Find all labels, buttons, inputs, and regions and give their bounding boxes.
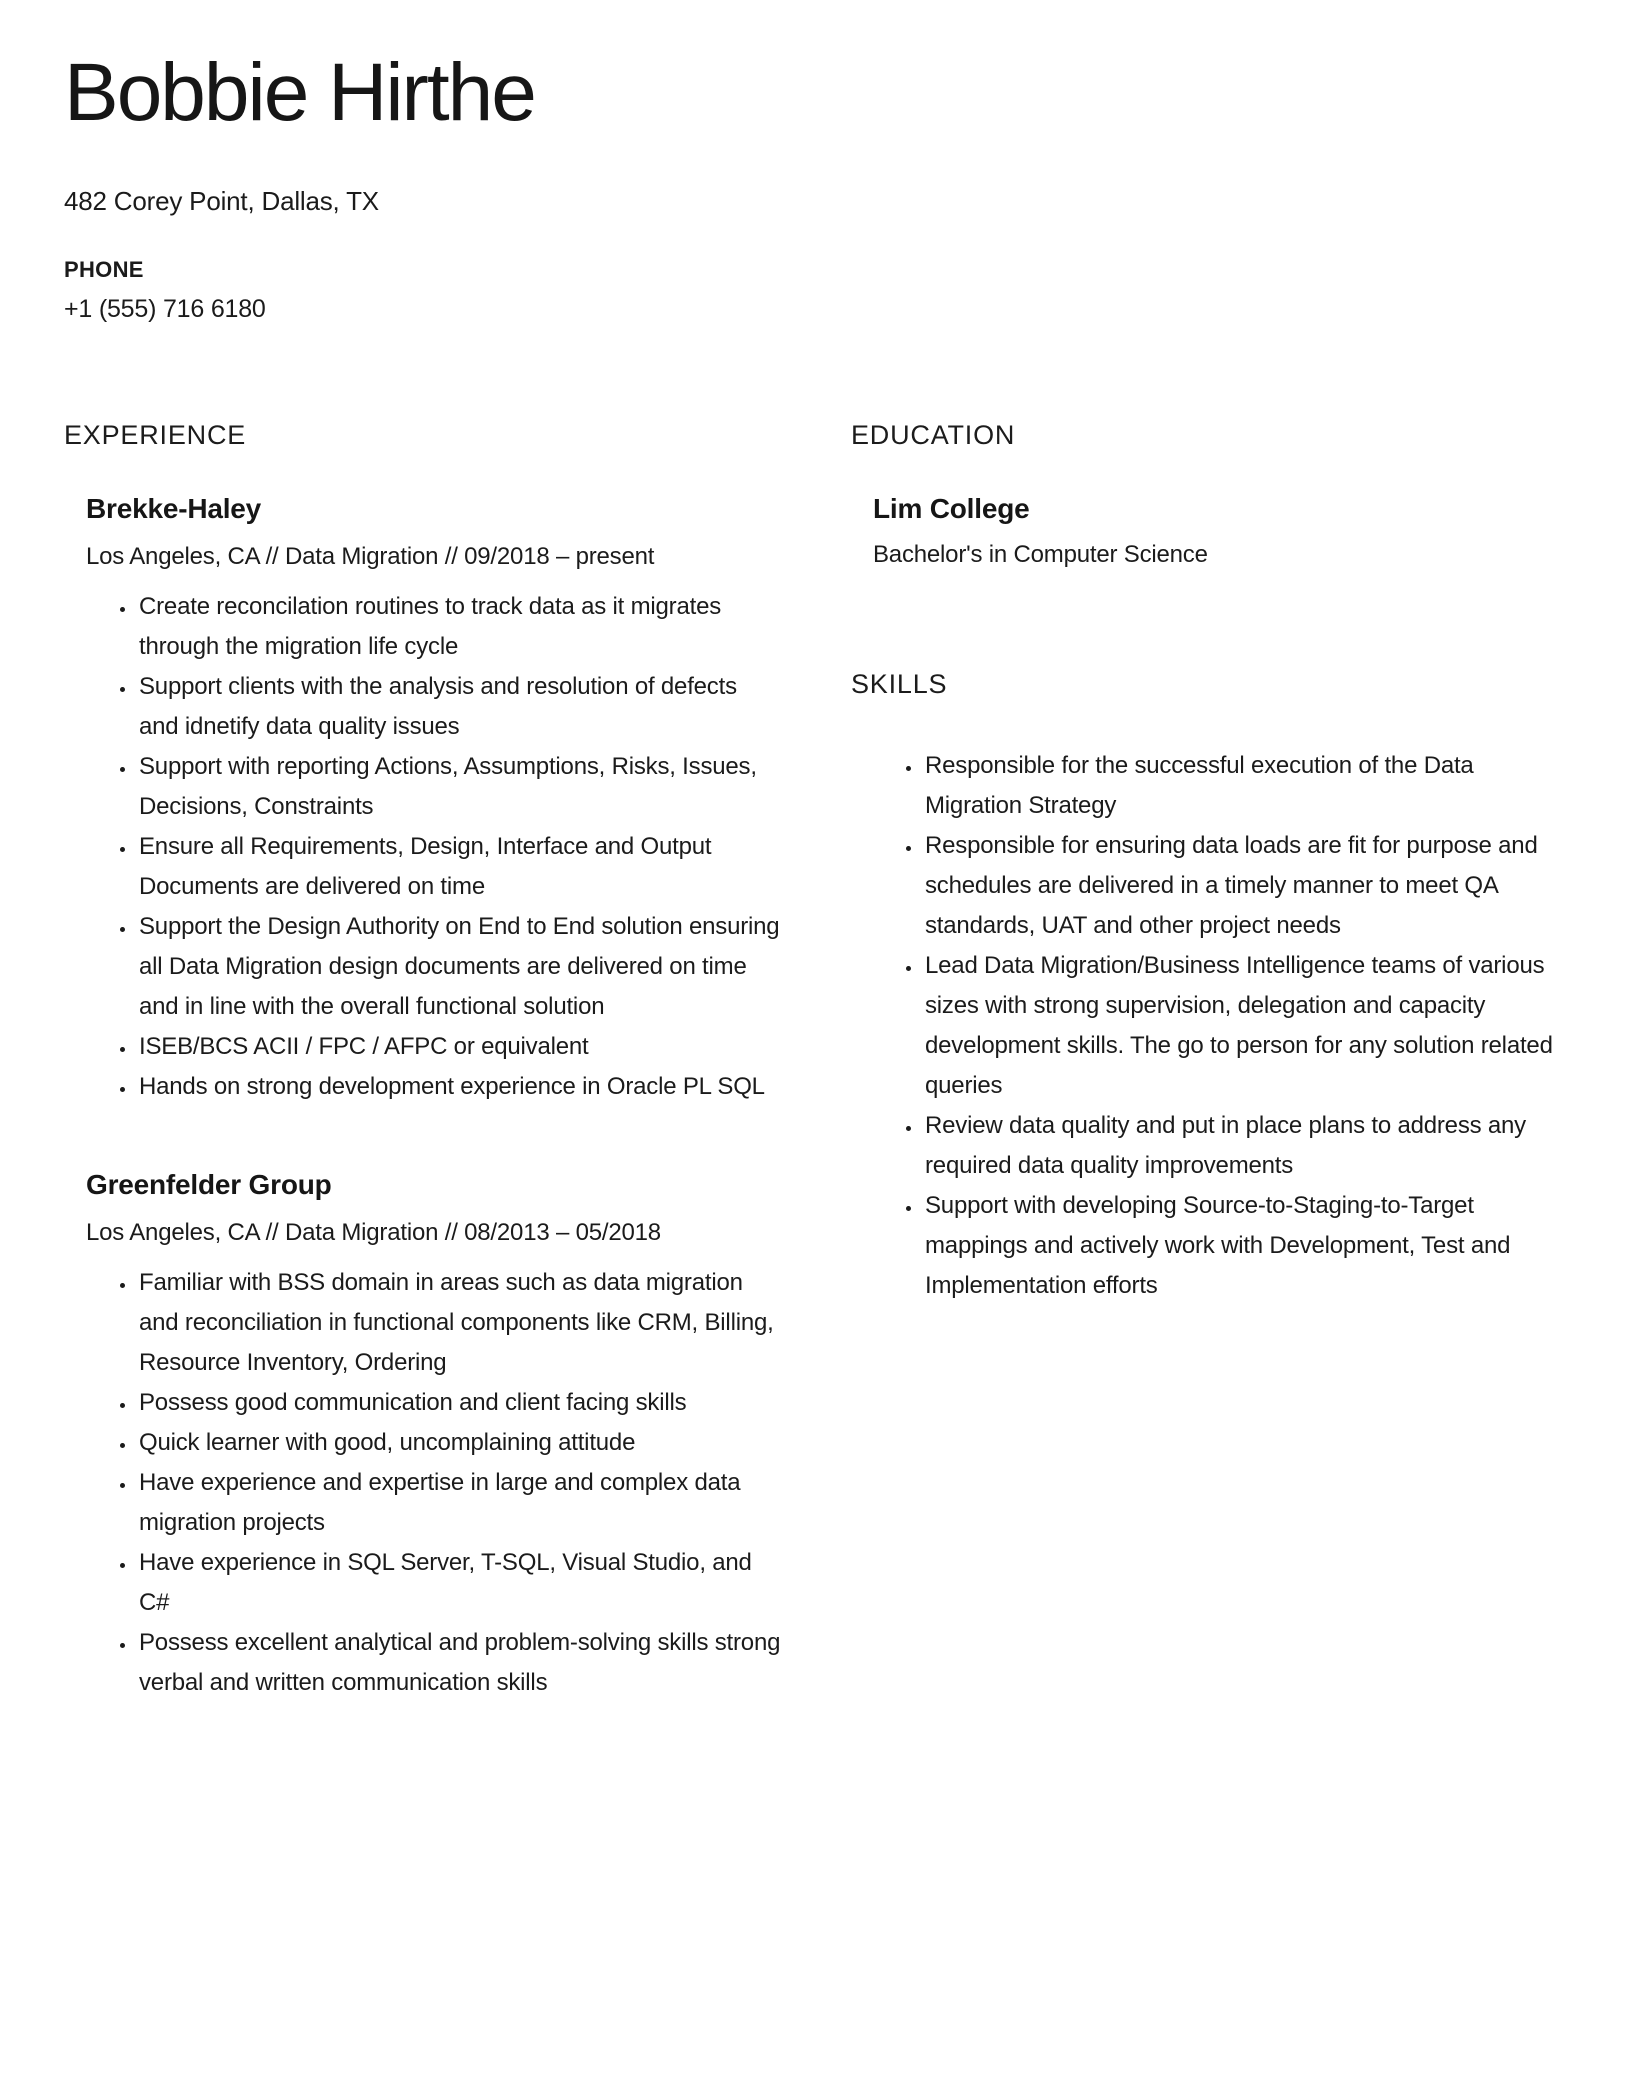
phone-value: +1 (555) 716 6180 [64, 295, 266, 324]
job-bullet: • Possess excellent analytical and problem-solving skills strong verbal and written communication skills [137, 1623, 781, 1703]
job-bullet: • Support the Design Authority on End to End solution ensuring all Data Migration design documents are delivered on time and in line with the overall functional solution [137, 907, 781, 1027]
skill-bullet: • Review data quality and put in place plans to address any required data quality improvements [923, 1106, 1568, 1186]
job-bullet: • Have experience in SQL Server, T-SQL, Visual Studio, and C# [137, 1543, 781, 1623]
experience-section [64, 420, 781, 1703]
job-bullet: • Quick learner with good, uncomplaining attitude [137, 1423, 781, 1463]
resume-columns [64, 420, 1568, 1703]
job-bullet: • ISEB/BCS ACII / FPC / AFPC or equivalent [137, 1027, 781, 1067]
right-column [851, 420, 1568, 1703]
degree: Bachelor's in Computer Science [873, 541, 1208, 569]
person-name: Bobbie Hirthe [64, 47, 535, 138]
resume-header [64, 46, 1568, 324]
job-bullet: • Hands on strong development experience in Oracle PL SQL [137, 1067, 781, 1107]
job-bullet: • Support with reporting Actions, Assumptions, Risks, Issues, Decisions, Constraints [137, 747, 781, 827]
skill-bullet: • Responsible for ensuring data loads are fit for purpose and schedules are delivered in a timely manner to meet QA standards, UAT and other project needs [923, 826, 1568, 946]
left-column [64, 420, 781, 1703]
skill-bullet: • Support with developing Source-to-Staging-to-Target mappings and actively work with Development, Test and Implementation efforts [923, 1186, 1568, 1306]
experience-section-title: EXPERIENCE [64, 420, 247, 451]
education-section [851, 420, 1568, 569]
skill-bullet: • Lead Data Migration/Business Intelligence teams of various sizes with strong supervision, delegation and capacity development skills. The go to person for any solution related queries [923, 946, 1568, 1106]
company-name: Greenfelder Group [86, 1169, 332, 1201]
job-bullet-list [86, 587, 781, 1107]
company-name: Brekke-Haley [86, 493, 262, 525]
skills-section-title: SKILLS [851, 669, 948, 700]
education-section-title: EDUCATION [851, 420, 1016, 451]
experience-item [86, 493, 781, 1107]
job-bullet: • Create reconcilation routines to track data as it migrates through the migration life cycle [137, 587, 781, 667]
job-meta: Los Angeles, CA // Data Migration // 08/2013 – 05/2018 [86, 1219, 661, 1247]
school-name: Lim College [873, 493, 1030, 525]
education-item [873, 493, 1568, 569]
job-bullet: • Support clients with the analysis and resolution of defects and idnetify data quality issues [137, 667, 781, 747]
job-bullet: • Have experience and expertise in large and complex data migration projects [137, 1463, 781, 1543]
person-address: 482 Corey Point, Dallas, TX [64, 186, 379, 217]
skills-section [851, 669, 1568, 1306]
phone-label: PHONE [64, 257, 144, 283]
experience-item [86, 1169, 781, 1703]
skill-bullet: • Responsible for the successful execution of the Data Migration Strategy [923, 746, 1568, 826]
job-bullet: • Ensure all Requirements, Design, Interface and Output Documents are delivered on time [137, 827, 781, 907]
job-bullet: • Possess good communication and client facing skills [137, 1383, 781, 1423]
job-bullet-list [86, 1263, 781, 1703]
job-bullet: • Familiar with BSS domain in areas such as data migration and reconciliation in functional components like CRM, Billing, Resource Inventory, Ordering [137, 1263, 781, 1383]
job-meta: Los Angeles, CA // Data Migration // 09/2018 – present [86, 543, 655, 571]
skills-bullet-list [851, 746, 1568, 1306]
